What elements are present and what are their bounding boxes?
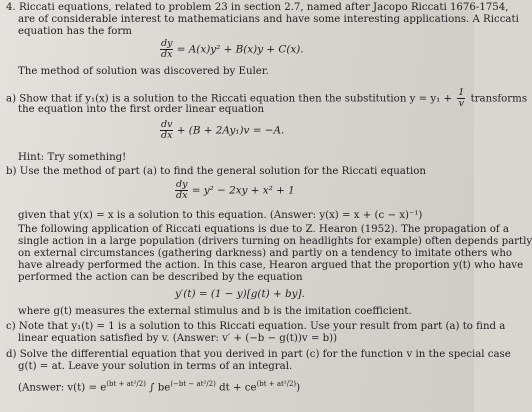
application-line-5: performed the action can be described by the equation: [18, 272, 303, 283]
part-a-fraction: $\frac{1}{v}$: [458, 87, 465, 109]
problem-header-line-1: 4. Riccati equations, related to problem 23 in section 2.7, named after Jacopo Riccati 1676-1754,: [6, 2, 509, 13]
riccati-derivative: $\frac{dy}{dx}$: [161, 38, 173, 60]
part-d-answer: (Answer: $v(t) = e^{(bt + at^2/2)}$ ∫ $be^{(-bt - at^2/2)}$ dt + $ce^{(bt + at^2/2)}$): [18, 380, 301, 394]
application-line-3: on external circumstances (gathering darkness) and partly on a tendency to imitate others who: [18, 248, 513, 259]
application-line-1: The following application of Riccati equations is due to Z. Hearon (1952). The propagation of a: [18, 224, 509, 235]
part-c-line-2: linear equation satisfied by v. (Answer: v′ + (−b − g(t))v = b)): [18, 333, 338, 344]
application-line-4: have already performed the action. In this case, Hearon argued that the proportion y(t) who have: [18, 260, 524, 271]
part-b-given: given that y(x) = x is a solution to this equation. (Answer: y(x) = x + (c − x)⁻¹): [18, 210, 423, 221]
part-d-line-1: d) Solve the differential equation that you derived in part (c) for the function v in the special case: [6, 349, 511, 360]
euler-line: The method of solution was discovered by Euler.: [18, 66, 269, 77]
part-a-line-2: the equation into the first order linear equation: [18, 104, 265, 115]
problem-header-line-2: are of considerable interest to mathematicians and have some interesting applications. A Riccati: [18, 14, 519, 25]
where-line: where g(t) measures the external stimulus and b is the imitation coefficient.: [18, 306, 412, 317]
riccati-equation: [160, 39, 304, 60]
part-b-line: b) Use the method of part (a) to find the general solution for the Riccati equation: [6, 166, 426, 177]
application-line-2: single action in a large population (drivers turning on headlights for example) often depends partly: [18, 236, 532, 247]
linear-equation: $\frac{dv}{dx}$ + (B + 2Ay₁)v = −A.: [161, 119, 285, 141]
part-a-line-1: a) Show that if y₁(x) is a solution to the Riccati equation then the substitution y = y₁ + $\frac{1}{v}$ transforms: [6, 87, 528, 109]
problem-header-line-3: equation has the form: [18, 26, 132, 37]
part-c-line-1: c) Note that y₁(t) = 1 is a solution to this Riccati equation. Use your result from part (a) to find a: [6, 321, 506, 332]
part-d-line-2: g(t) = at. Leave your solution in terms of an integral.: [18, 361, 293, 372]
hearon-equation: y′(t) = (1 − y)[g(t) + by].: [175, 288, 305, 300]
riccati-rhs: = A(x)y² + B(x)y + C(x).: [176, 43, 304, 56]
hint-line: Hint: Try something!: [18, 152, 127, 163]
part-b-equation: $\frac{dy}{dx}$ = y² − 2xy + x² + 1: [176, 179, 295, 201]
